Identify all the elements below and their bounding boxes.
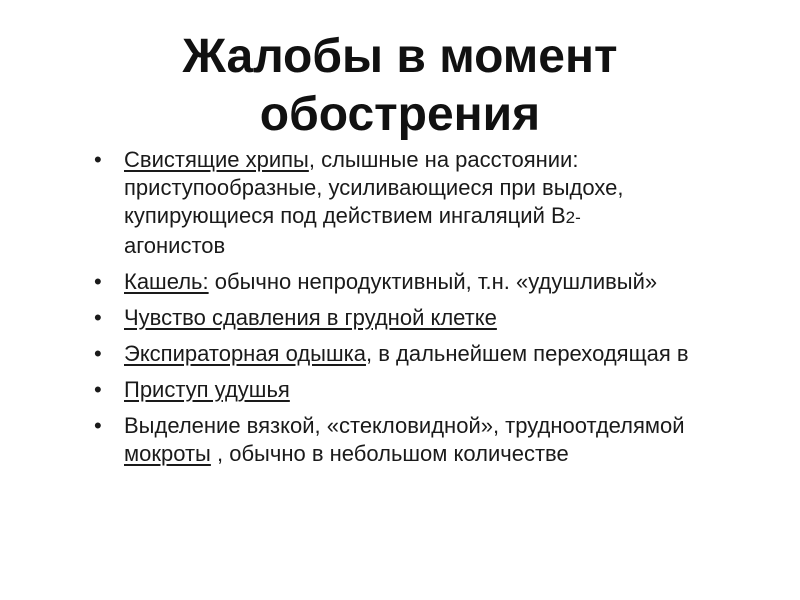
- item-prefix: Выделение вязкой, «стекловидной», трудноотделямой: [124, 413, 697, 438]
- item-text: обычно непродуктивный, т.н. «удушливый»: [208, 269, 658, 294]
- bullet-icon: •: [94, 147, 102, 172]
- bullet-icon: •: [94, 413, 102, 438]
- list-item: [94, 340, 774, 368]
- item-text: , в дальнейшем переходящая в: [365, 341, 689, 366]
- item-underlined-term: Экспираторная одышка: [124, 341, 366, 366]
- bullet-list: [94, 146, 774, 476]
- title-line-1: Жалобы в момент: [182, 30, 618, 83]
- item-underlined-term: Приступ удушья: [124, 377, 290, 402]
- bullet-icon: •: [94, 377, 102, 402]
- item-subscript: 2-: [565, 208, 581, 227]
- slide-title: [0, 28, 800, 144]
- bullet-icon: •: [94, 341, 102, 366]
- list-item: [94, 376, 774, 404]
- list-item: [94, 412, 774, 468]
- list-item: [94, 268, 774, 296]
- bullet-icon: •: [94, 269, 102, 294]
- item-text: , обычно в небольшом количестве: [210, 441, 569, 466]
- list-item: [94, 146, 774, 260]
- bullet-icon: •: [94, 305, 102, 330]
- item-underlined-term: Кашель:: [124, 269, 209, 294]
- item-text-tail: агонистов: [124, 233, 226, 258]
- item-underlined-term: Свистящие хрипы: [124, 147, 309, 172]
- list-item: [94, 304, 774, 332]
- item-text: , слышные на расстоянии: приступообразные, усиливающиеся при выдохе, купирующиеся под действием ингаляций В: [124, 147, 624, 228]
- item-underlined-term: мокроты: [124, 441, 211, 466]
- item-underlined-term: Чувство сдавления в грудной клетке: [124, 305, 497, 330]
- title-line-2: обострения: [259, 88, 541, 141]
